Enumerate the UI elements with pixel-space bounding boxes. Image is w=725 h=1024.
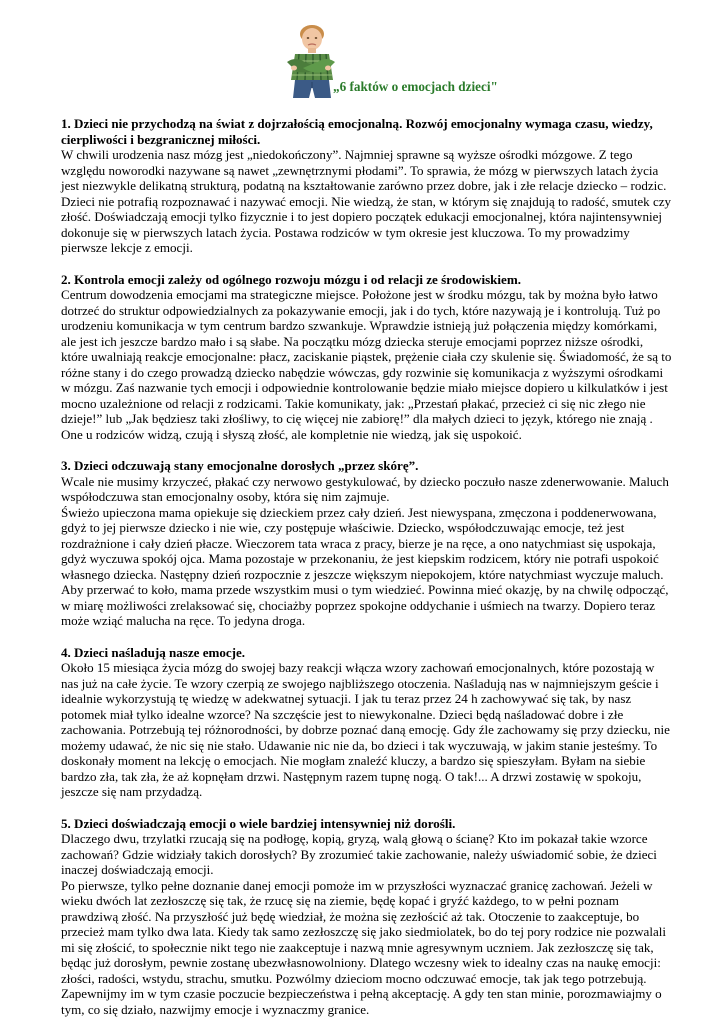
section-heading: 2. Kontrola emocji zależy od ogólnego rozwoju mózgu i od relacji ze środowiskiem.: [61, 271, 521, 287]
section-heading: 3. Dzieci odczuwają stany emocjonalne dorosłych „przez skórę”.: [61, 458, 419, 473]
section-paragraph: Centrum dowodzenia emocjami ma strategiczne miejsce. Położone jest w środku mózgu, tak by można było łatwo dotrzeć do struktur odpowiedzialnych za pokazywanie emocji, jak i do tych, które nazywają je i kontrolują. Tuż po urodzeniu komunikacja w tym centrum bardzo szwankuje. Wprawdzie istnieją już połączenia między komórkami, ale jest ich jeszcze bardzo mało i są słabe. Na początku mózg dziecka steruje emocjami poprzez niższe ośrodki, które uwalniają reakcje emocjonalne: płacz, zaciskanie piąstek, prężenie ciała czy skulenie się. Świadomość, że są to różne stany i do czego prowadzą dziecko nabędzie wówczas, gdy rozwinie się komunikacja z wyższymi ośrodkami w mózgu. Zaś nazwanie tych emocji i odpowiednie kontrolowanie będzie miało miejsce dopiero u kilkulatków i jest mocno uzależnione od relacji z rodzicami. Takie komunikaty, jak: „Przestań płakać, przecież ci się nic złego nie dzieje!” lub „Jak będziesz taki złośliwy, to cię więcej nie zabiorę!” dla małych dzieci to język, którego nie znają . One u rodziców widzą, czują i słyszą złość, ale kompletnie nie wiedzą, jak się uspokoić.: [61, 287, 672, 442]
section-2: [61, 272, 673, 443]
section-paragraph: Świeżo upieczona mama opiekuje się dzieckiem przez cały dzień. Jest niewyspana, zmęczona i poddenerwowana, gdyż to jej pierwsze dziecko i nie wie, czy postępuje właściwie. Dziecko, współodczuwając emocje, też jest rozdrażnione i cały dzień płacze. Wieczorem tata wraca z pracy, bierze je na ręce, a ono natychmiast się uspokaja, gdyż wyczuwa spokój ojca. Mama pozostaje w przekonaniu, że jest kiepskim rodzicem, który nie potrafi uspokoić własnego dziecka. Następny dzień rozpocznie z jeszcze większym niepokojem, które natychmiast wyczuje maluch. Aby przerwać to koło, mama przede wszystkim musi o tym wiedzieć. Powinna mieć okazję, by na chwilę odpocząć, w miarę możliwości zrelaksować się, chociażby poprzez spokojne oddychanie i uśmiech na twarzy. Dopiero teraz może wziąć malucha na ręce. To jedyna droga.: [61, 504, 669, 628]
section-paragraph: Dlaczego dwu, trzylatki rzucają się na podłogę, kopią, gryzą, walą głową o ścianę? Kto im pokazał takie wzorce zachowań? Gdzie widziały takich dorosłych? By zrozumieć takie zachowanie, należy uświadomić sobie, że dzieci inaczej doświadczają emocji.: [61, 831, 657, 877]
section-3: [61, 458, 673, 629]
document-title: „6 faktów o emocjach dzieci": [333, 79, 498, 94]
section-heading: 1. Dzieci nie przychodzą na świat z dojrzałością emocjonalną. Rozwój emocjonalny wymaga czasu, wiedzy, cierpliwości i bezgranicznej miłości.: [61, 116, 653, 147]
document-header: [61, 0, 673, 100]
section-4: [61, 645, 673, 800]
document-page: [61, 0, 673, 1017]
section-paragraph: Około 15 miesiąca życia mózg do swojej bazy reakcji włącza wzory zachowań emocjonalnych, które pozostają w nas już na całe życie. Te wzory czerpią ze swojego najbliższego otoczenia. Naśladują nas w najmniejszym geście i idealnie wykorzystują tę wiedzę w adekwatnej sytuacji. I jak tu teraz przez 24 h zachowywać się tak, by nasz potomek miał tylko idealne wzorce? Na szczęście jest to niewykonalne. Dzieci będą naśladować dobre i złe zachowania. Potrzebują tej różnorodności, by dobrze poznać daną emocję. Gdy źle zachowamy się przy dziecku, nie możemy udawać, że nic się nie stało. Udawanie nic nie da, bo dzieci i tak wyczuwają, w jakim stanie jesteśmy. To doskonały moment na lekcję o emocjach. Nie mogłam znaleźć kluczy, a bardzo się spieszyłam. Byłam na siebie bardzo zła, tak zła, że aż kopnęłam drzwi. Następnym razem tupnę nogą. O tak!... A drzwi zostawię w spokoju, jeszcze się nam przydadzą.: [61, 660, 670, 799]
section-paragraph: W chwili urodzenia nasz mózg jest „niedokończony”. Najmniej sprawne są wyższe ośrodki mózgowe. Z tego względu noworodki nazywane są nawet „zewnętrznymi płodami”. To sprawia, że mózg w pierwszych latach życia jest niezwykle delikatną strukturą, podatną na kształtowanie zarówno przez dobre, jak i złe relacje dziecko – rodzic. Dzieci nie potrafią rozpoznawać i nazywać emocji. Nie wiedzą, że stan, w którym się znajdują to radość, smutek czy złość. Doświadczają emocji tylko fizycznie i to jest dopiero początek edukacji emocjonalnej, która najintensywniej dokonuje się w pierwszych latach życia. Postawa rodziców w tym okresie jest kluczowa. To my prowadzimy pierwsze lekcje z emocji.: [61, 147, 672, 255]
section-paragraph: Po pierwsze, tylko pełne doznanie danej emocji pomoże im w przyszłości wyznaczać granicę zachowań. Jeżeli w wieku dwóch lat zezłoszczę się tak, że rzucę się na ziemie, będę kopać i gryźć każdego, to w pełni poznam prawdziwą złość. Na przyszłość już będę wiedział, że można się zezłościć aż tak. Otoczenie to zaakceptuje, bo przecież mam tylko dwa lata. Kiedy tak samo zezłoszczę się jako siedmiolatek, bo do tej pory rodzice nie pozwalali mi się złościć, to społecznie nikt tego nie zaakceptuje i nazwą mnie agresywnym uczniem. Jak zezłoszczę się tak, będąc już dorosłym, pewnie zostanę ubezwłasnowolniony. Dlatego wczesny wiek to idealny czas na naukę emocji: złości, radości, wstydu, strachu, smutku. Pozwólmy dzieciom mocno odczuwać emocje, tak jak tego potrzebują. Zapewnijmy im w tym czasie poczucie bezpieczeństwa i pełną akceptację. A gdy ten stan minie, porozmawiajmy o tym, co się działo, nazwijmy emocje i wyznaczmy granice.: [61, 877, 666, 1017]
section-1: [61, 116, 673, 256]
section-heading: 4. Dzieci naśladują nasze emocje.: [61, 644, 246, 660]
section-5: [61, 816, 673, 1018]
section-heading: 5. Dzieci doświadczają emocji o wiele bardziej intensywniej niż dorośli.: [61, 815, 456, 831]
section-paragraph: Wcale nie musimy krzyczeć, płakać czy nerwowo gestykulować, by dziecko poczuło nasze zdenerwowanie. Maluch współodczuwa stan emocjonalny osoby, która się nim zajmuje.: [61, 473, 669, 504]
